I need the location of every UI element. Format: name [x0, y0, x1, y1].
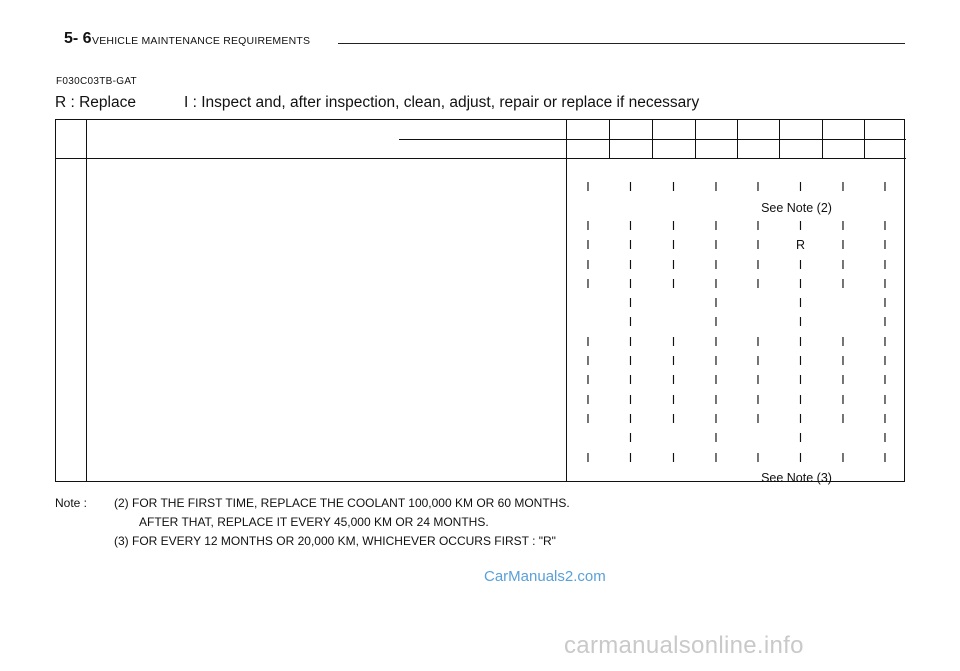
maintenance-mark: I: [798, 354, 803, 368]
maintenance-mark: I: [798, 180, 803, 195]
maintenance-mark: I: [798, 411, 803, 426]
maintenance-mark: I: [671, 180, 676, 195]
maintenance-mark: I: [628, 218, 633, 233]
maintenance-mark: I: [714, 238, 718, 253]
maintenance-mark: I: [714, 315, 718, 330]
header-bottom-rule: [56, 158, 906, 159]
row-note: See Note (2): [761, 200, 832, 215]
maintenance-mark: I: [671, 411, 676, 426]
maintenance-mark: I: [671, 218, 676, 233]
maintenance-mark: I: [841, 218, 845, 233]
maintenance-mark: I: [841, 411, 845, 426]
no-column-divider: [86, 120, 87, 481]
maintenance-mark: I: [883, 392, 887, 407]
maintenance-mark: I: [586, 354, 590, 368]
maintenance-mark: I: [671, 392, 676, 407]
maintenance-mark: I: [798, 257, 803, 272]
maintenance-mark: I: [883, 238, 887, 253]
maintenance-mark: I: [671, 450, 676, 465]
maintenance-mark: I: [883, 315, 887, 330]
maintenance-mark: I: [628, 315, 633, 330]
maintenance-mark: I: [628, 334, 633, 349]
maintenance-mark: I: [671, 238, 676, 253]
maintenance-mark: I: [883, 276, 887, 291]
maintenance-mark: I: [714, 276, 718, 291]
maintenance-mark: I: [883, 373, 887, 388]
section-number: 5- 6: [64, 30, 92, 47]
note-2-line-2: AFTER THAT, REPLACE IT EVERY 45,000 KM OR 24 MONTHS.: [139, 515, 489, 529]
maintenance-mark: I: [628, 276, 633, 291]
maintenance-mark: I: [586, 373, 590, 388]
maintenance-mark: I: [671, 354, 676, 368]
maintenance-mark: I: [883, 296, 887, 311]
maintenance-mark: I: [628, 411, 633, 426]
maintenance-mark: I: [756, 411, 760, 426]
section-title: VEHICLE MAINTENANCE REQUIREMENTS: [92, 35, 311, 47]
maintenance-mark: I: [798, 218, 803, 233]
legend-inspect: I : Inspect and, after inspection, clean, adjust, repair or replace if necessary: [184, 94, 700, 111]
maintenance-mark: I: [714, 354, 718, 368]
maintenance-mark: I: [586, 180, 590, 195]
notes-label: Note :: [55, 496, 88, 510]
maintenance-mark: I: [841, 276, 845, 291]
maintenance-mark: I: [671, 334, 676, 349]
note-2-line-1: (2) FOR THE FIRST TIME, REPLACE THE COOLANT 100,000 KM OR 60 MONTHS.: [114, 496, 570, 510]
maintenance-mark: I: [671, 257, 676, 272]
maintenance-mark: R: [795, 238, 806, 253]
maintenance-mark: I: [883, 450, 887, 465]
maintenance-mark: I: [628, 238, 633, 253]
maintenance-mark: I: [798, 450, 803, 465]
maintenance-mark: I: [841, 257, 845, 272]
maintenance-mark: I: [841, 354, 845, 368]
maintenance-mark: I: [714, 296, 718, 311]
maintenance-mark: I: [628, 354, 633, 368]
maintenance-mark: I: [586, 276, 590, 291]
maintenance-mark: I: [756, 354, 760, 368]
maintenance-mark: I: [798, 392, 803, 407]
maintenance-mark: I: [883, 354, 887, 368]
maintenance-mark: I: [798, 276, 803, 291]
note-3: (3) FOR EVERY 12 MONTHS OR 20,000 KM, WHICHEVER OCCURS FIRST : "R": [114, 534, 556, 548]
maintenance-mark: I: [628, 431, 633, 446]
maintenance-mark: I: [714, 334, 718, 349]
maintenance-mark: I: [841, 238, 845, 253]
maintenance-mark: I: [841, 334, 845, 349]
maintenance-mark: I: [714, 257, 718, 272]
maintenance-mark: I: [586, 334, 590, 349]
header-rule: [338, 43, 905, 44]
maintenance-mark: I: [756, 450, 760, 465]
maintenance-mark: I: [756, 180, 760, 195]
maintenance-mark: I: [883, 334, 887, 349]
maintenance-mark: I: [628, 296, 633, 311]
maintenance-mark: I: [714, 431, 718, 446]
maintenance-mark: I: [628, 392, 633, 407]
maintenance-mark: I: [714, 450, 718, 465]
maintenance-mark: I: [841, 180, 845, 195]
maintenance-mark: I: [714, 218, 718, 233]
maintenance-mark: I: [628, 373, 633, 388]
maintenance-mark: I: [586, 450, 590, 465]
maintenance-mark: I: [628, 450, 633, 465]
maintenance-mark: I: [714, 392, 718, 407]
maintenance-mark: I: [586, 218, 590, 233]
maintenance-mark: I: [798, 334, 803, 349]
maintenance-mark: I: [714, 373, 718, 388]
maintenance-mark: I: [756, 334, 760, 349]
site-watermark[interactable]: CarManuals2.com: [484, 568, 606, 585]
maintenance-mark: I: [714, 411, 718, 426]
footer-watermark: carmanualsonline.info: [564, 632, 804, 659]
maintenance-schedule-table: [55, 119, 905, 485]
maintenance-mark: I: [671, 276, 676, 291]
maintenance-mark: I: [883, 431, 887, 446]
maintenance-mark: I: [883, 257, 887, 272]
maintenance-mark: I: [628, 180, 633, 195]
maintenance-mark: I: [714, 180, 718, 195]
maintenance-mark: I: [586, 411, 590, 426]
row-note: See Note (3): [761, 470, 832, 485]
maintenance-mark: I: [841, 373, 845, 388]
maintenance-mark: I: [586, 257, 590, 272]
maintenance-mark: I: [883, 218, 887, 233]
document-code: F030C03TB-GAT: [56, 76, 137, 87]
km-months-divider: [399, 139, 906, 140]
maintenance-mark: I: [756, 373, 760, 388]
legend-replace: R : Replace: [55, 94, 136, 111]
maintenance-mark: I: [586, 392, 590, 407]
maintenance-mark: I: [756, 238, 760, 253]
maintenance-mark: I: [883, 411, 887, 426]
maintenance-mark: I: [756, 218, 760, 233]
maintenance-mark: I: [671, 373, 676, 388]
maintenance-mark: I: [841, 392, 845, 407]
maintenance-mark: I: [628, 257, 633, 272]
maintenance-mark: I: [756, 276, 760, 291]
maintenance-mark: I: [798, 315, 803, 330]
maintenance-mark: I: [798, 296, 803, 311]
interval-column-divider: [566, 120, 567, 481]
maintenance-mark: I: [756, 392, 760, 407]
maintenance-mark: I: [756, 257, 760, 272]
maintenance-mark: I: [586, 238, 590, 253]
maintenance-mark: I: [798, 431, 803, 446]
maintenance-mark: I: [883, 180, 887, 195]
maintenance-mark: I: [798, 373, 803, 388]
maintenance-mark: I: [841, 450, 845, 465]
